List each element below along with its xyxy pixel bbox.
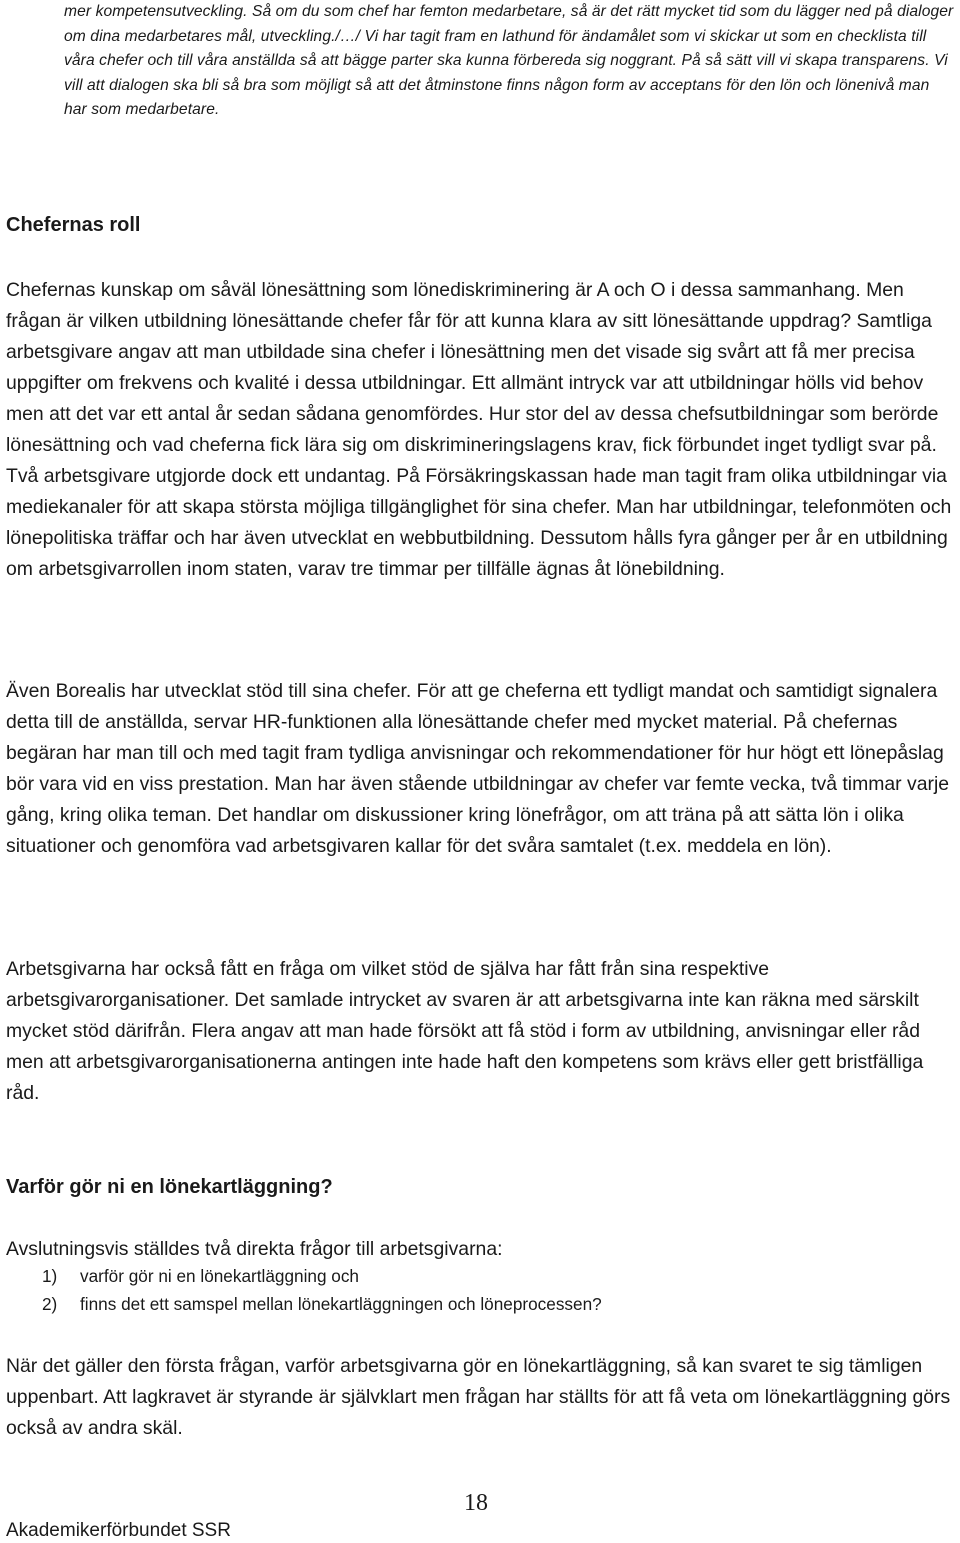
question-list xyxy=(6,1262,906,1318)
paragraph-chefernas-kunskap: Chefernas kunskap om såväl lönesättning som lönediskriminering är A och O i dessa sammanhang. Men frågan är vilken utbildning lönesättande chefer får för att kunna klara av sitt lönesättande uppdrag? Samtliga arbetsgivare angav att man utbildade sina chefer i lönesättning men det visade sig svårt att få mer precisa uppgifter om frekvens och kvalité i dessa utbildningar. Ett allmänt intryck var att utbildningar hölls vid behov men att det var ett antal år sedan sådana genomfördes. Hur stor del av dessa chefsutbildningar som berörde lönesättning och vad cheferna fick lära sig om diskrimineringslagens krav, fick förbundet inget tydligt svar på. Två arbetsgivare utgjorde dock ett undantag. På Försäkringskassan hade man tagit fram olika utbildningar via mediekanaler för att skapa största möjliga tillgänglighet för sina chefer. Man har utbildningar, telefonmöten och lönepolitiska träffar och har även utvecklat en webbutbildning. Dessutom hålls fyra gånger per år en utbildning om arbetsgivarrollen inom staten, varav tre timmar per tillfälle ägnas åt lönebildning. xyxy=(6,279,952,580)
page-number: 18 xyxy=(464,1490,488,1516)
paragraph-borealis: Även Borealis har utvecklat stöd till sina chefer. För att ge cheferna ett tydligt mandat och samtidigt signalera detta till de anställda, servar HR-funktionen alla lönesättande chefer med mycket material. På chefernas begäran har man till och med tagit fram tydliga anvisningar och rekommendationer för hur högt ett lönepåslag bör vara vid en viss prestation. Man har även stående utbildningar av chefer var femte vecka, två timmar varje gång, kring olika teman. Det handlar om diskussioner kring lönefrågor, om att träna på att sätta lön i olika situationer och genomföra vad arbetsgivaren kallar för det svåra samtalet (t.ex. meddela en lön). xyxy=(6,680,950,857)
list-item xyxy=(6,1262,906,1290)
footer-organization: Akademikerförbundet SSR xyxy=(6,1520,231,1541)
list-item-number: 2) xyxy=(42,1294,58,1314)
list-item-text: finns det ett samspel mellan lönekartläggningen och löneprocessen? xyxy=(80,1294,602,1314)
list-item-number: 1) xyxy=(42,1266,58,1286)
paragraph-avslutningsvis: Avslutningsvis ställdes två direkta frågor till arbetsgivarna: xyxy=(6,1238,503,1260)
paragraph-forsta-fragan: När det gäller den första frågan, varför arbetsgivarna gör en lönekartläggning, så kan svaret te sig tämligen uppenbart. Att lagkravet är styrande är självklart men frågan har ställts för att få veta om lönekartläggning görs också av andra skäl. xyxy=(6,1355,951,1439)
interview-quote: mer kompetensutveckling. Så om du som chef har femton medarbetare, så är det rätt mycket tid som du lägger ned på dialoger om dina medarbetares mål, utveckling./…/ Vi har tagit fram en lathund för ändamålet som vi skickar ut som en checklista till våra chefer och till våra anställda så att bägge parter ska kunna förbereda sig noggrant. På så sätt vill vi skapa transparens. Vi vill att dialogen ska bli så bra som möjligt så att det åtminstone finns någon form av acceptans för den lön och lönenivå man har som medarbetare. xyxy=(64,3,954,118)
list-item xyxy=(6,1290,906,1318)
section-heading-chefernas-roll: Chefernas roll xyxy=(6,214,141,236)
list-item-text: varför gör ni en lönekartläggning och xyxy=(80,1266,359,1286)
section-heading-varfor-lonekartlaggning: Varför gör ni en lönekartläggning? xyxy=(6,1176,333,1198)
paragraph-arbetsgivarorganisationer: Arbetsgivarna har också fått en fråga om vilket stöd de själva har fått från sina respektive arbetsgivarorganisationer. Det samlade intrycket av svaren är att arbetsgivarna inte kan räkna med särskilt mycket stöd därifrån. Flera angav att man hade försökt att få stöd i form av utbildning, anvisningar eller råd men att arbetsgivarorganisationerna antingen inte hade haft den kompetens som krävs eller gett bristfälliga råd. xyxy=(6,958,924,1104)
